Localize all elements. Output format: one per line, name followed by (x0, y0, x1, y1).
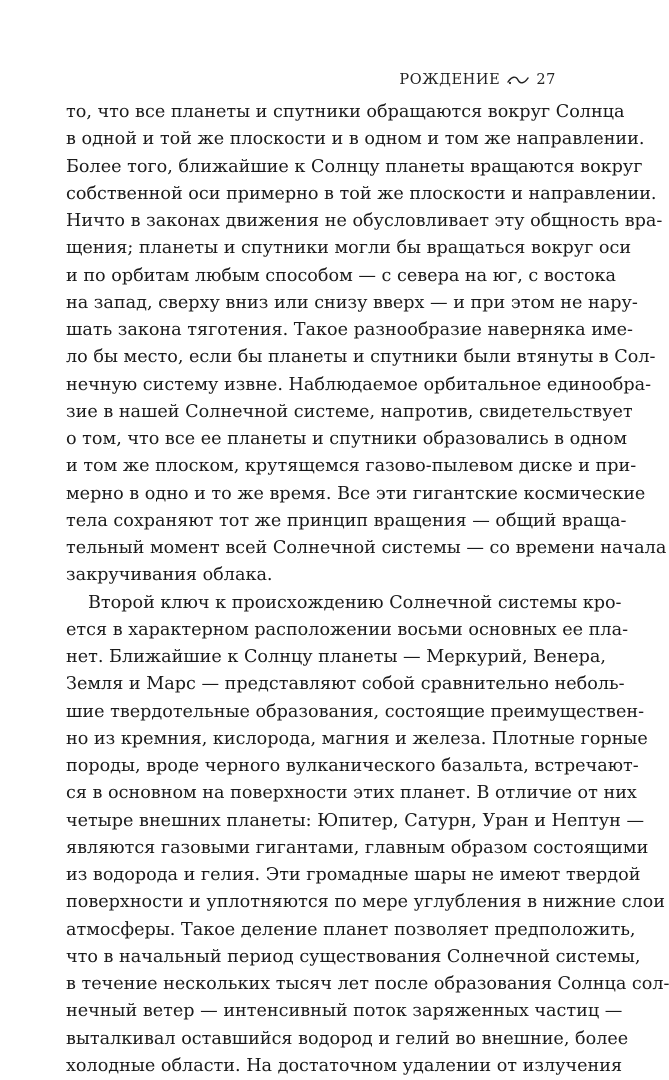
text-line: Земля и Марс — представляют собой сравнительно неболь- (66, 671, 556, 698)
text-line: Более того, ближайшие к Солнцу планеты вращаются вокруг (66, 154, 556, 181)
text-line: породы, вроде черного вулканического базальта, встречают- (66, 753, 556, 780)
text-line: ло бы место, если бы планеты и спутники были втянуты в Сол- (66, 344, 556, 371)
text-line: ется в характерном расположении восьми основных ее пла- (66, 617, 556, 644)
text-line: тела сохраняют тот же принцип вращения — общий враща- (66, 508, 556, 535)
text-line: в одной и той же плоскости и в одном и том же направлении. (66, 126, 556, 153)
swash-ornament-icon (507, 74, 529, 86)
text-line: шать закона тяготения. Такое разнообразие наверняка име- (66, 317, 556, 344)
text-line: зие в нашей Солнечной системе, напротив, свидетельствует (66, 399, 556, 426)
text-line: собственной оси примерно в той же плоскости и направлении. (66, 181, 556, 208)
chapter-title: РОЖДЕНИЕ (399, 72, 500, 88)
text-line: и том же плоском, крутящемся газово-пылевом диске и при- (66, 453, 556, 480)
text-line: Второй ключ к происхождению Солнечной системы кро- (66, 590, 556, 617)
text-line: нечную систему извне. Наблюдаемое орбитальное единообра- (66, 372, 556, 399)
text-line: выталкивал оставшийся водород и гелий во внешние, более (66, 1026, 556, 1053)
text-line: Ничто в законах движения не обусловливает эту общность вра- (66, 208, 556, 235)
text-line: о том, что все ее планеты и спутники образовались в одном (66, 426, 556, 453)
text-line: четыре внешних планеты: Юпитер, Сатурн, Уран и Нептун — (66, 808, 556, 835)
page-number: 27 (536, 72, 556, 88)
text-line: из водорода и гелия. Эти громадные шары не имеют твердой (66, 862, 556, 889)
text-line: ся в основном на поверхности этих планет. В отличие от них (66, 780, 556, 807)
text-line: поверхности и уплотняются по мере углубления в нижние слои (66, 889, 556, 916)
running-header (399, 72, 556, 88)
text-line: закручивания облака. (66, 562, 556, 589)
text-line: нечный ветер — интенсивный поток заряженных частиц — (66, 998, 556, 1025)
text-line: шие твердотельные образования, состоящие преимуществен- (66, 699, 556, 726)
text-line: на запад, сверху вниз или снизу вверх — и при этом не нару- (66, 290, 556, 317)
text-line: тельный момент всей Солнечной системы — со времени начала (66, 535, 556, 562)
paragraph (66, 99, 556, 590)
text-line: мерно в одно и то же время. Все эти гигантские космические (66, 481, 556, 508)
text-line: но из кремния, кислорода, магния и железа. Плотные горные (66, 726, 556, 753)
text-line: и по орбитам любым способом — с севера на юг, с востока (66, 263, 556, 290)
text-line: щения; планеты и спутники могли бы вращаться вокруг оси (66, 235, 556, 262)
text-line: то, что все планеты и спутники обращаются вокруг Солнца (66, 99, 556, 126)
text-line: атмосферы. Такое деление планет позволяет предположить, (66, 917, 556, 944)
text-line: нет. Ближайшие к Солнцу планеты — Меркурий, Венера, (66, 644, 556, 671)
paragraph (66, 590, 556, 1080)
text-line: в течение нескольких тысяч лет после образования Солнца сол- (66, 971, 556, 998)
text-line: являются газовыми гигантами, главным образом состоящими (66, 835, 556, 862)
text-line: холодные области. На достаточном удалении от излучения (66, 1053, 556, 1080)
text-line: что в начальный период существования Солнечной системы, (66, 944, 556, 971)
body-text (66, 99, 556, 1080)
